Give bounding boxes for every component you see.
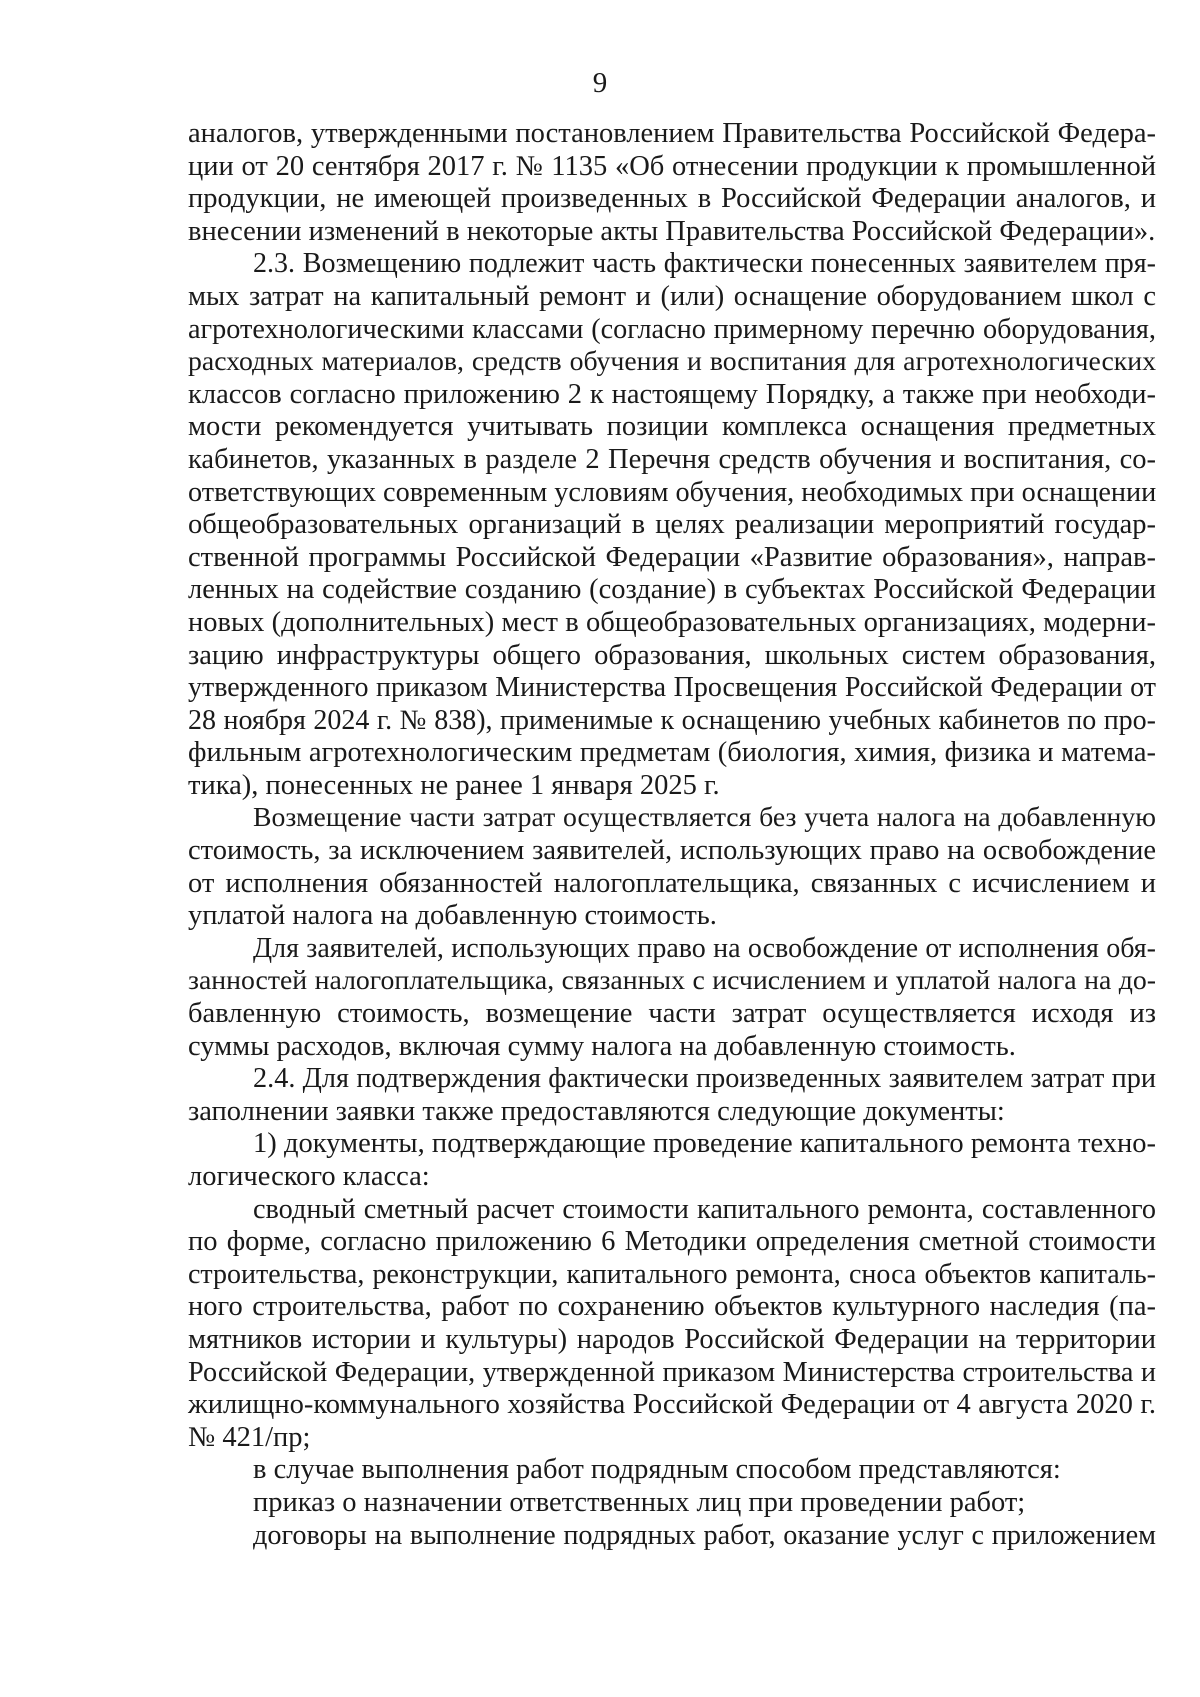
text-line: утвержденного приказом Министерства Просвещения Российской Федерации от [188,672,1156,704]
text-line: 28 ноября 2024 г. № 838), применимые к оснащению учебных кабинетов по про- [188,704,1156,736]
document-body [188,118,1156,1552]
text-line: классов согласно приложению 2 к настоящему Порядку, а также при необходи- [188,378,1156,410]
text-line: мых затрат на капитальный ремонт и (или) оснащение оборудованием школ с [188,280,1156,312]
text-line: приказ о назначении ответственных лиц при проведении работ; [253,1486,1026,1518]
text-line: договоры на выполнение подрядных работ, оказание услуг с приложением [253,1519,1156,1551]
text-line: расходных материалов, средств обучения и воспитания для агротехнологических [188,346,1156,378]
text-line: 2.3. Возмещению подлежит часть фактически понесенных заявителем пря- [253,248,1156,280]
text-line: от исполнения обязанностей налогоплательщика, связанных с исчислением и [188,867,1156,899]
text-line: агротехнологическими классами (согласно примерному перечню оборудования, [188,313,1156,345]
text-line: уплатой налога на добавленную стоимость. [188,900,717,932]
text-line: стоимость, за исключением заявителей, использующих право на освобождение [188,835,1156,867]
text-line: ственной программы Российской Федерации «Развитие образования», направ- [188,541,1156,573]
text-line: заполнении заявки также предоставляются следующие документы: [188,1095,1005,1127]
page-number: 9 [592,67,608,99]
text-line: фильным агротехнологическим предметам (биология, химия, физика и матема- [188,737,1156,769]
text-line: ного строительства, работ по сохранению объектов культурного наследия (па- [188,1291,1156,1323]
text-line: логического класса: [188,1161,430,1192]
text-line: строительства, реконструкции, капитального ремонта, сноса объектов капиталь- [188,1258,1156,1290]
text-line: Российской Федерации, утвержденной приказом Министерства строительства и [188,1356,1156,1388]
text-line: продукции, не имеющей произведенных в Российской Федерации аналогов, и [188,183,1156,215]
text-line: № 421/пр; [188,1421,311,1453]
text-line: ции от 20 сентября 2017 г. № 1135 «Об отнесении продукции к промышленной [188,150,1156,182]
text-line: внесении изменений в некоторые акты Правительства Российской Федерации». [188,215,1156,247]
text-line: мятников истории и культуры) народов Российской Федерации на территории [188,1323,1156,1355]
text-line: занностей налогоплательщика, связанных с исчислением и уплатой налога на до- [188,965,1156,997]
text-line: сводный сметный расчет стоимости капитального ремонта, составленного [253,1193,1156,1225]
text-line: ленных на содействие созданию (создание) в субъектах Российской Федерации [188,574,1156,606]
text-line: бавленную стоимость, возмещение части затрат осуществляется исходя из [188,998,1156,1030]
text-line: мости рекомендуется учитывать позиции комплекса оснащения предметных [188,411,1156,443]
text-line: жилищно-коммунального хозяйства Российской Федерации от 4 августа 2020 г. [188,1389,1156,1421]
text-line: в случае выполнения работ подрядным способом представляются: [253,1454,1061,1486]
text-line: 2.4. Для подтверждения фактически произведенных заявителем затрат при [253,1063,1156,1095]
text-line: по форме, согласно приложению 6 Методики определения сметной стоимости [188,1226,1156,1258]
text-line: общеобразовательных организаций в целях реализации мероприятий государ- [188,509,1156,541]
text-line: ответствующих современным условиям обучения, необходимых при оснащении [188,476,1157,508]
text-line: суммы расходов, включая сумму налога на добавленную стоимость. [188,1030,1016,1062]
text-line: новых (дополнительных) мест в общеобразовательных организациях, модерни- [188,606,1156,638]
text-line: тика), понесенных не ранее 1 января 2025 г. [188,769,720,801]
text-line: кабинетов, указанных в разделе 2 Перечня средств обучения и воспитания, со- [188,443,1156,475]
text-line: 1) документы, подтверждающие проведение капитального ремонта техно- [253,1128,1156,1160]
text-line: зацию инфраструктуры общего образования, школьных систем образования, [188,639,1156,671]
text-line: Возмещение части затрат осуществляется без учета налога на добавленную [253,802,1156,834]
text-line: аналогов, утвержденными постановлением Правительства Российской Федера- [188,118,1156,149]
text-line: Для заявителей, использующих право на освобождение от исполнения обя- [253,932,1156,964]
